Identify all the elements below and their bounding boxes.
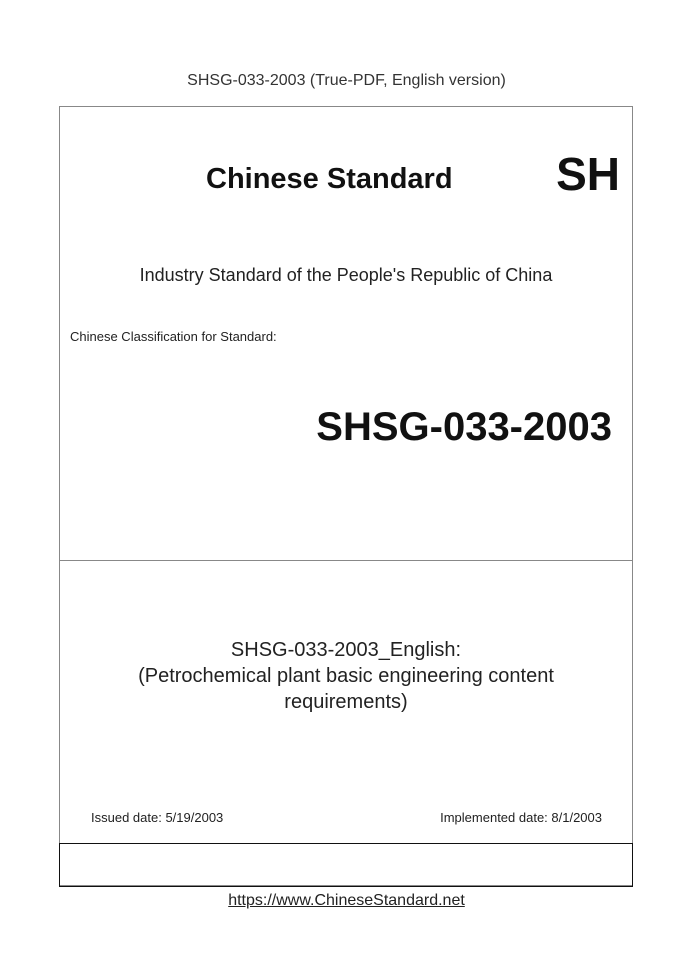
document-title — [60, 637, 632, 715]
standard-code-mark: SH — [556, 148, 620, 200]
cover-bottom-bar — [59, 843, 633, 887]
industry-standard-line: Industry Standard of the People's Republic of China — [139, 265, 553, 285]
standard-title: Chinese Standard — [206, 163, 453, 195]
standard-number: SHSG-033-2003 — [316, 405, 612, 449]
issued-date: Issued date: 5/19/2003 — [91, 810, 224, 825]
cover-frame — [59, 106, 633, 886]
document-title-line2: (Petrochemical plant basic engineering content — [138, 665, 554, 687]
document-title-line3: requirements) — [284, 691, 408, 713]
footer-website-link[interactable]: https://www.ChineseStandard.net — [228, 892, 465, 909]
header-caption: SHSG-033-2003 (True-PDF, English version) — [187, 72, 506, 89]
document-title-line1: SHSG-033-2003_English: — [230, 639, 462, 661]
implemented-date: Implemented date: 8/1/2003 — [440, 810, 602, 825]
classification-label: Chinese Classification for Standard: — [70, 329, 277, 344]
